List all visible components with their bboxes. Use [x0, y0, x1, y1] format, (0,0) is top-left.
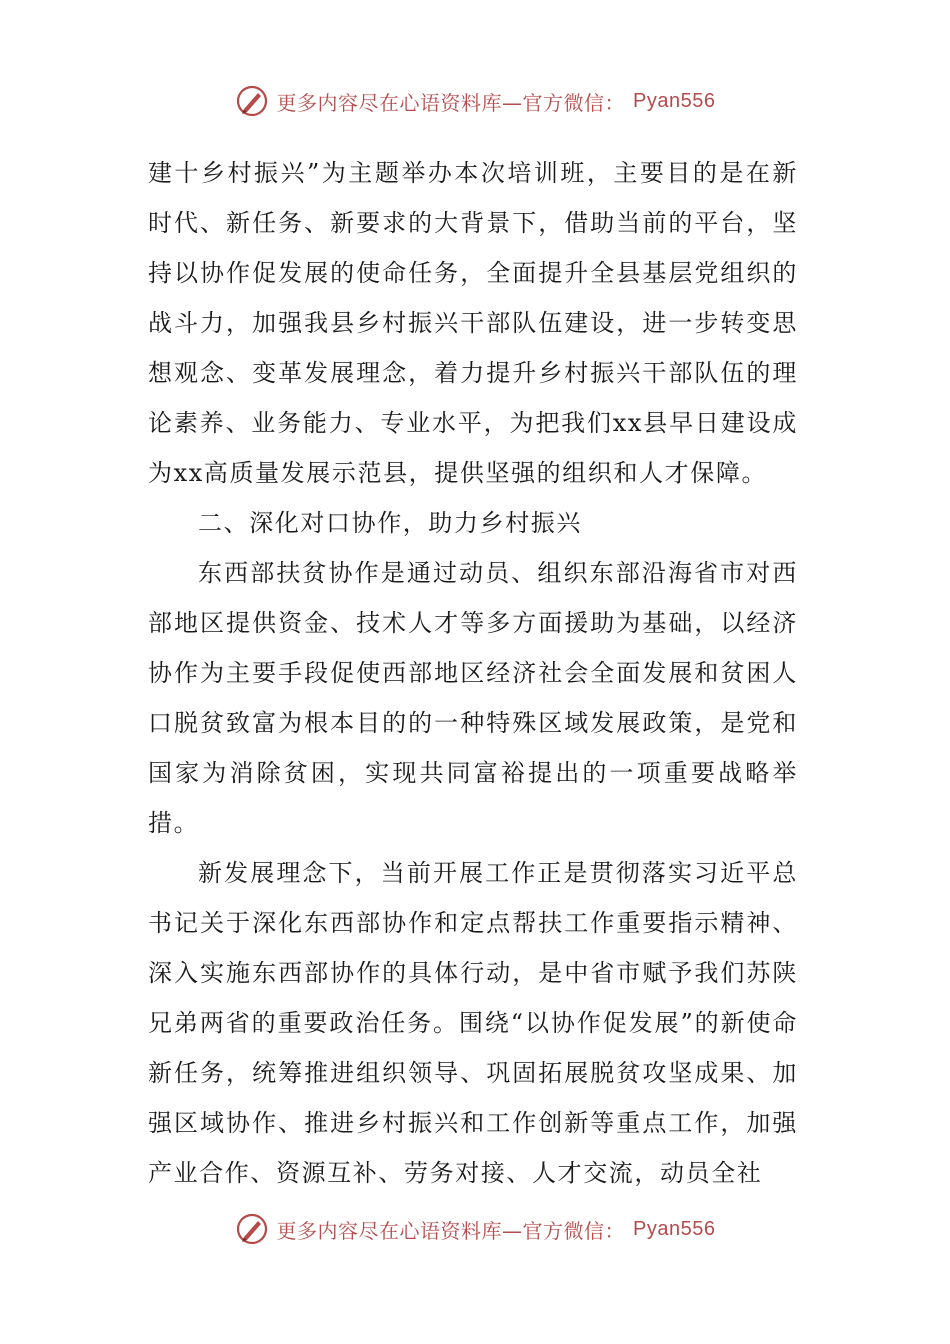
pen-circle-logo-icon [235, 84, 269, 118]
header-watermark [0, 84, 950, 118]
watermark-text: 更多内容尽在心语资料库—官方微信： [276, 1218, 626, 1243]
paragraph-3: 新发展理念下，当前开展工作正是贯彻落实习近平总书记关于深化东西部协作和定点帮扶工作重要指示精神、深入实施东西部协作的具体行动，是中省市赋予我们苏陕兄弟两省的重要政治任务。围绕“以协作促发展”的新使命新任务，统筹推进组织领导、巩固拓展脱贫攻坚成果、加强区域协作、推进乡村振兴和工作创新等重点工作，加强产业合作、资源互补、劳务对接、人才交流，动员全社 [148, 859, 798, 1187]
paragraph-2: 东西部扶贫协作是通过动员、组织东部沿海省市对西部地区提供资金、技术人才等多方面援助为基础，以经济协作为主要手段促使西部地区经济社会全面发展和贫困人口脱贫致富为根本目的的一种特殊区域发展政策，是党和国家为消除贫困，实现共同富裕提出的一项重要战略举措。 [148, 559, 798, 837]
paragraph-1: 建十乡村振兴”为主题举办本次培训班，主要目的是在新时代、新任务、新要求的大背景下，借助当前的平台，坚持以协作促发展的使命任务，全面提升全县基层党组织的战斗力，加强我县乡村振兴干部队伍建设，进一步转变思想观念、变革发展理念，着力提升乡村振兴干部队伍的理论素养、业务能力、专业水平，为把我们xx县早日建设成为xx高质量发展示范县，提供坚强的组织和人才保障。 [148, 159, 798, 487]
document-body [148, 148, 798, 1198]
watermark-text: 更多内容尽在心语资料库—官方微信： [276, 90, 626, 115]
pen-circle-logo-icon [235, 1212, 269, 1246]
watermark-id: Pyan556 [633, 1217, 716, 1240]
footer-watermark [0, 1212, 950, 1246]
section-heading: 二、深化对口协作，助力乡村振兴 [198, 509, 582, 537]
watermark-id: Pyan556 [633, 89, 716, 112]
